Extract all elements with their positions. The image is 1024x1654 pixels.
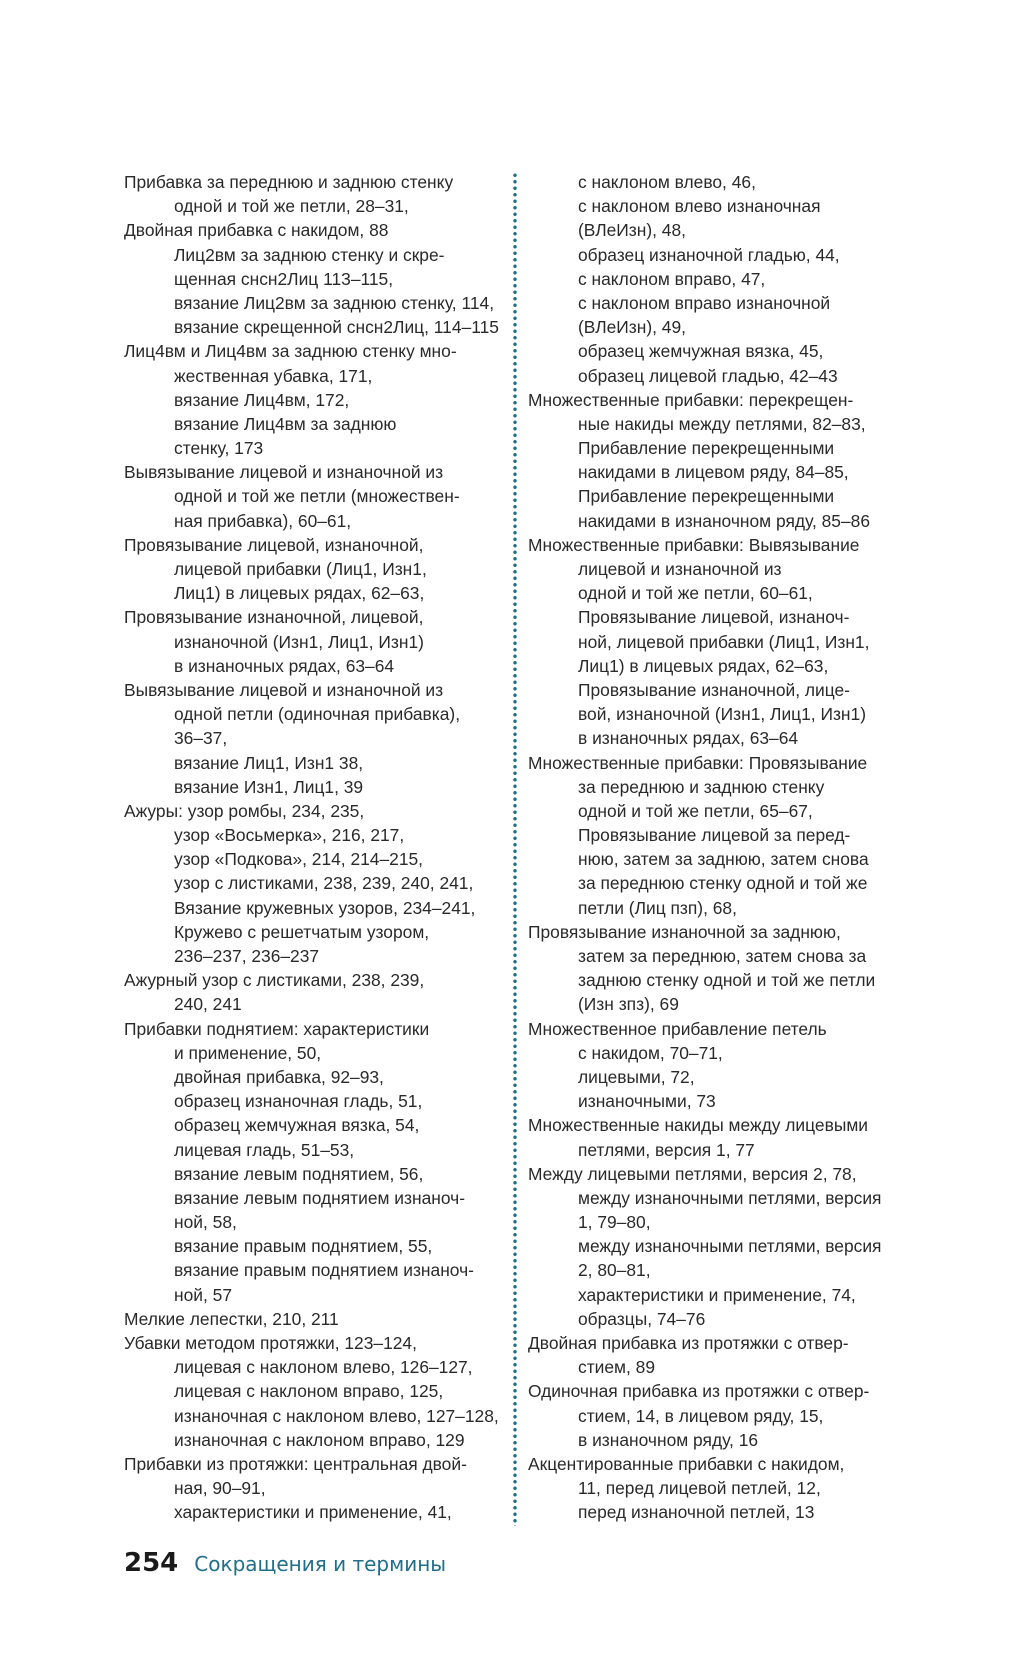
index-subentry: щенная снсн2Лиц 113–115, [174, 268, 394, 289]
index-subentry: 1, 79–80, [578, 1212, 651, 1233]
index-subentry: лицевая с наклоном вправо, 125, [174, 1381, 444, 1402]
index-entry: Провязывание лицевой, изнаночной, [124, 534, 424, 555]
index-subentry: между изнаночными петлями, версия [578, 1236, 882, 1257]
index-subentry: одной и той же петли, 28–31, [174, 196, 409, 217]
index-subentry: 11, перед лицевой петлей, 12, [578, 1478, 821, 1499]
index-subentry: нюю, затем за заднюю, затем снова [578, 849, 869, 870]
index-subentry: Лиц1) в лицевых рядах, 62–63, [174, 583, 425, 604]
index-subentry: (ВЛеИзн), 48, [578, 220, 686, 241]
index-entry: Двойная прибавка из протяжки с отвер- [528, 1333, 849, 1353]
page-footer [124, 1548, 446, 1584]
index-entry: Множественное прибавление петель [528, 1018, 827, 1039]
index-entry: Лиц4вм и Лиц4вм за заднюю стенку мно- [124, 341, 457, 362]
index-subentry: вязание Лиц4вм за заднюю [174, 413, 397, 434]
index-subentry: (Изн зпз), 69 [578, 994, 679, 1015]
index-subentry: вязание Лиц1, Изн1 38, [174, 752, 364, 773]
index-subentry: изнаночная с наклоном влево, 127–128, [174, 1405, 499, 1426]
index-subentry: с накидом, 70–71, [578, 1042, 723, 1063]
index-subentry: ной, 58, [174, 1212, 237, 1233]
index-subentry: ные накиды между петлями, 82–83, [578, 413, 866, 434]
index-entry: Убавки методом протяжки, 123–124, [124, 1333, 417, 1353]
index-subentry: одной и той же петли, 65–67, [578, 800, 813, 821]
index-subentry: образцы, 74–76 [578, 1308, 706, 1329]
index-entry: Прибавка за переднюю и заднюю стенку [124, 172, 454, 192]
index-subentry: с наклоном влево, 46, [578, 172, 756, 192]
index-entry: Между лицевыми петлями, версия 2, 78, [528, 1163, 857, 1184]
index-entry: Вывязывание лицевой и изнаночной из [124, 462, 444, 483]
index-entry: Провязывание изнаночной за заднюю, [528, 921, 841, 942]
index-entry: Мелкие лепестки, 210, 211 [124, 1308, 339, 1329]
index-subentry: характеристики и применение, 74, [578, 1284, 856, 1305]
index-subentry: 236–237, 236–237 [174, 946, 320, 966]
index-subentry: образец жемчужная вязка, 45, [578, 341, 824, 362]
index-subentry: лицевой и изнаночной из [578, 559, 782, 579]
index-entry: Акцентированные прибавки с накидом, [528, 1453, 845, 1474]
index-subentry: изнаночными, 73 [578, 1091, 716, 1112]
index-subentry: перед изнаночной петлей, 13 [578, 1502, 815, 1523]
index-subentry: характеристики и применение, 41, [174, 1502, 452, 1523]
index-subentry: образец изнаночной гладью, 44, [578, 244, 840, 265]
index-subentry: заднюю стенку одной и той же петли [578, 970, 876, 991]
index-subentry: стием, 89 [578, 1357, 656, 1378]
index-subentry: Лиц2вм за заднюю стенку и скре- [174, 244, 445, 265]
dotted-column-divider [513, 172, 517, 1526]
index-subentry: вязание Лиц2вм за заднюю стенку, 114, [174, 292, 495, 313]
index-subentry: петлями, версия 1, 77 [578, 1139, 755, 1160]
index-subentry: Кружево с решетчатым узором, [174, 921, 430, 942]
index-subentry: стенку, 173 [174, 438, 264, 459]
index-subentry: петли (Лиц пзп), 68, [578, 897, 737, 918]
index-entry: Множественные прибавки: перекрещен- [528, 389, 854, 410]
index-subentry: с наклоном вправо, 47, [578, 268, 766, 289]
index-entry: Вывязывание лицевой и изнаночной из [124, 679, 444, 700]
index-subentry: ная прибавка), 60–61, [174, 510, 352, 531]
index-subentry: Прибавление перекрещенными [578, 486, 835, 507]
index-entry: Ажуры: узор ромбы, 234, 235, [124, 800, 365, 821]
index-subentry: Провязывание лицевой, изнаноч- [578, 607, 850, 628]
index-subentry: в изнаночных рядах, 63–64 [578, 728, 799, 749]
index-subentry: Вязание кружевных узоров, 234–241, [174, 897, 476, 918]
index-entry: Прибавки из протяжки: центральная двой- [124, 1453, 467, 1474]
index-subentry: за переднюю и заднюю стенку [578, 776, 825, 797]
index-subentry: двойная прибавка, 92–93, [174, 1066, 384, 1087]
index-subentry: накидами в изнаночном ряду, 85–86 [578, 510, 870, 531]
index-entry: Провязывание изнаночной, лицевой, [124, 607, 424, 628]
index-entry: Двойная прибавка с накидом, 88 [124, 220, 389, 241]
index-entry: Одиночная прибавка из протяжки с отвер- [528, 1381, 870, 1402]
index-subentry: (ВЛеИзн), 49, [578, 317, 686, 338]
index-subentry: за переднюю стенку одной и той же [578, 873, 868, 894]
index-subentry: в изнаночном ряду, 16 [578, 1429, 759, 1450]
index-entry: Множественные прибавки: Провязывание [528, 752, 868, 773]
index-subentry: вязание левым поднятием изнаноч- [174, 1187, 465, 1208]
index-column-right [528, 170, 908, 1525]
index-subentry: с наклоном влево изнаночная [578, 196, 821, 217]
index-subentry: в изнаночных рядах, 63–64 [174, 655, 395, 676]
index-subentry: и применение, 50, [174, 1042, 322, 1063]
index-subentry: Прибавление перекрещенными [578, 438, 835, 459]
index-subentry: лицевая гладь, 51–53, [174, 1139, 355, 1160]
index-subentry: вязание скрещенной снсн2Лиц, 114–115 [174, 317, 499, 338]
index-subentry: узор «Подкова», 214, 214–215, [174, 849, 423, 870]
index-subentry: одной и той же петли (множествен- [174, 486, 460, 507]
index-subentry: Лиц1) в лицевых рядах, 62–63, [578, 655, 829, 676]
index-subentry: вязание правым поднятием, 55, [174, 1236, 433, 1257]
index-subentry: узор с листиками, 238, 239, 240, 241, [174, 873, 474, 894]
index-subentry: ной, 57 [174, 1284, 232, 1305]
index-subentry: Провязывание лицевой за перед- [578, 825, 851, 846]
index-subentry: образец лицевой гладью, 42–43 [578, 365, 838, 386]
index-subentry: образец изнаночная гладь, 51, [174, 1091, 423, 1112]
index-subentry: 240, 241 [174, 994, 242, 1015]
index-subentry: одной петли (одиночная прибавка), [174, 704, 461, 725]
index-entry: Множественные накиды между лицевыми [528, 1115, 868, 1136]
index-subentry: изнаночная с наклоном вправо, 129 [174, 1429, 465, 1450]
index-subentry: изнаночной (Изн1, Лиц1, Изн1) [174, 631, 424, 652]
index-entry: Множественные прибавки: Вывязывание [528, 534, 860, 555]
index-subentry: между изнаночными петлями, версия [578, 1187, 882, 1208]
index-subentry: вязание Изн1, Лиц1, 39 [174, 776, 364, 797]
index-subentry: одной и той же петли, 60–61, [578, 583, 813, 604]
section-title: Сокращения и термины [194, 1552, 447, 1576]
index-subentry: вязание Лиц4вм, 172, [174, 389, 350, 410]
index-subentry: 2, 80–81, [578, 1260, 651, 1281]
index-subentry: вой, изнаночной (Изн1, Лиц1, Изн1) [578, 704, 866, 725]
index-subentry: стием, 14, в лицевом ряду, 15, [578, 1405, 824, 1426]
index-subentry: лицевыми, 72, [578, 1066, 695, 1087]
index-subentry: лицевой прибавки (Лиц1, Изн1, [174, 559, 427, 579]
index-entry: Прибавки поднятием: характеристики [124, 1018, 430, 1039]
index-subentry: ной, лицевой прибавки (Лиц1, Изн1, [578, 631, 870, 652]
index-subentry: вязание правым поднятием изнаноч- [174, 1260, 474, 1281]
index-subentry: с наклоном вправо изнаночной [578, 292, 831, 313]
index-subentry: затем за переднюю, затем снова за [578, 946, 867, 966]
index-subentry: вязание левым поднятием, 56, [174, 1163, 424, 1184]
index-subentry: накидами в лицевом ряду, 84–85, [578, 462, 849, 483]
index-subentry: узор «Восьмерка», 216, 217, [174, 825, 405, 846]
index-subentry: образец жемчужная вязка, 54, [174, 1115, 420, 1136]
index-column-left [124, 170, 504, 1525]
index-entry: Ажурный узор с листиками, 238, 239, [124, 970, 425, 991]
index-subentry: Провязывание изнаночной, лице- [578, 679, 850, 700]
page-number: 254 [124, 1548, 179, 1578]
index-subentry: ная, 90–91, [174, 1478, 266, 1499]
index-subentry: лицевая с наклоном влево, 126–127, [174, 1357, 473, 1378]
index-subentry: 36–37, [174, 728, 228, 749]
index-subentry: жественная убавка, 171, [174, 365, 373, 386]
